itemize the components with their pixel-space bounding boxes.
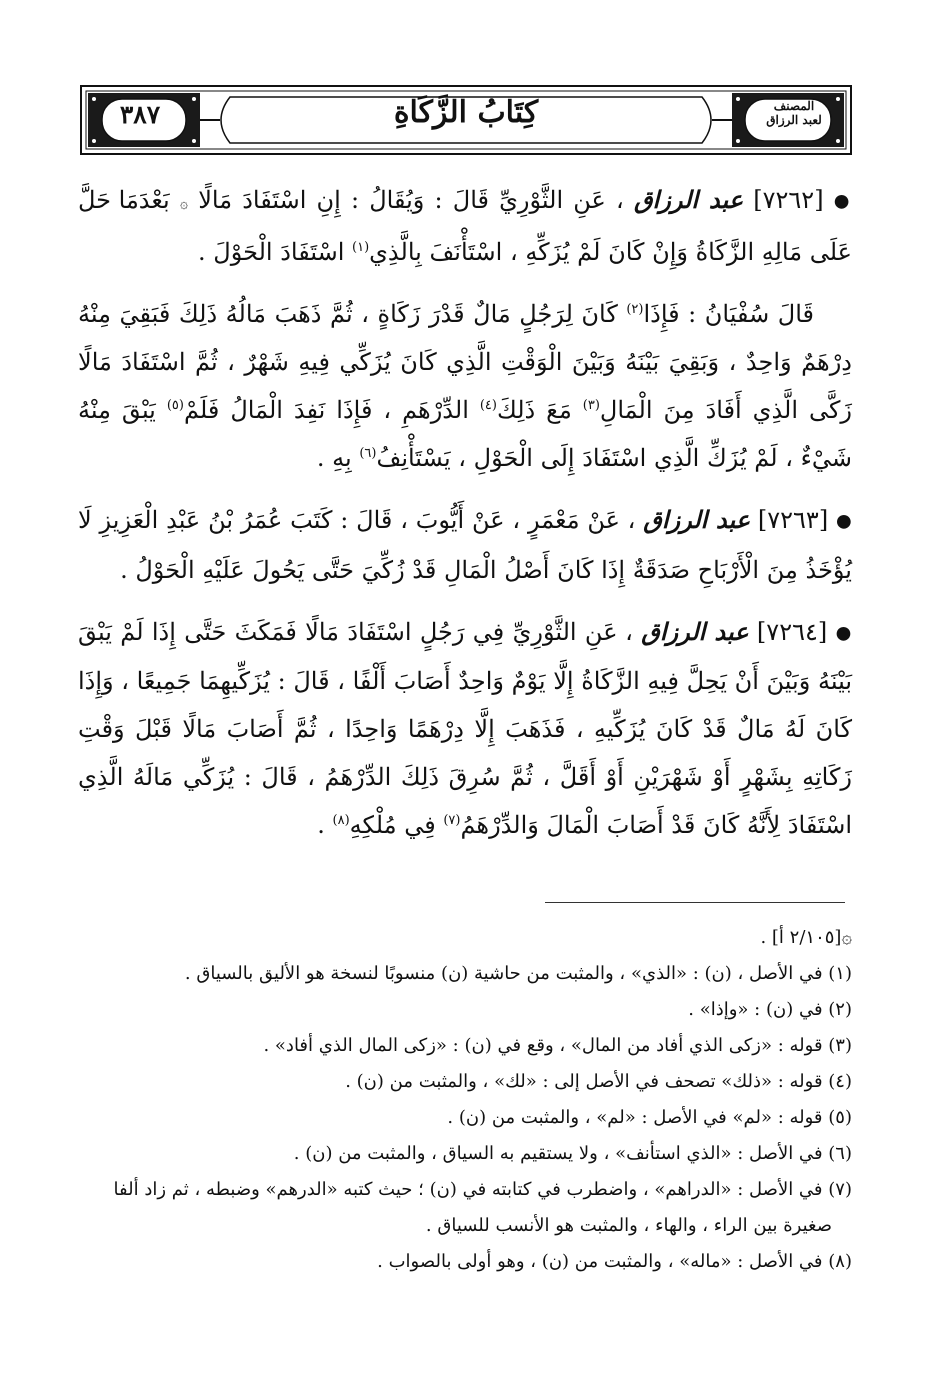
bullet-icon: ●	[836, 510, 852, 532]
text-span: فِي مُلْكِهِ	[349, 811, 436, 839]
author-name: عبد الرزاق	[643, 505, 751, 534]
page-header	[80, 85, 852, 155]
page-number: ٣٨٧	[119, 100, 161, 129]
text-span: كَانَ لِرَجُلٍ مَالٌ قَدْرَ زَكَاةٍ ، ثُمَّ ذَهَبَ مَالُهُ ذَلِكَ فَبَقِيَ مِنْهُ دِرْهَمٌ وَاحِدٌ ، وَبَقِيَ بَيْنَهُ وَبَيْنَ الْوَقْتِ الَّذِي كَانَ يُزَكِّي فِيهِ شَهْرٌ ، ثُمَّ اسْتَفَادَ مَالًا زَكَّى الَّذِي أَفَادَ مِنَ الْمَالِ	[78, 300, 853, 424]
footnote-5: (٥) قوله : «لم» في الأصل : «لم» ، والمثبت من (ن) .	[447, 1107, 852, 1128]
text-span: ، عَنِ الثَّوْرِيِّ فِي رَجُلٍ اسْتَفَادَ مَالًا فَمَكَثَ حَتَّى إِذَا لَمْ يَبْقَ بَيْنَهُ وَبَيْنَ أَنْ يَحِلَّ فِيهِ الزَّكَاةُ إِلَّا يَوْمٌ وَاحِدٌ أَصَابَ أَلْفًا ، قَالَ : يُزَكِّيهِمَا جَمِيعًا ، وَإِذَا كَانَ لَهُ مَالٌ قَدْ كَانَ يُزَكِّيهِ ، فَذَهَبَ إِلَّا دِرْهَمًا وَاحِدًا ، ثُمَّ أَصَابَ مَالًا قَبْلَ وَقْتِ زَكَاتِهِ بِشَهْرٍ أَوْ شَهْرَيْنِ أَوْ أَقَلَّ ، ثُمَّ سُرِقَ ذَلِكَ الدِّرْهَمُ ، قَالَ : يُزَكِّي مَالَهُ الَّذِي اسْتَفَادَ لِأَنَّهُ كَانَ قَدْ أَصَابَ الْمَالَ وَالدِّرْهَمُ	[78, 617, 852, 839]
footnote-6: (٦) في الأصل : «الذي استأنف» ، ولا يستقيم به السياق ، والمثبت من (ن) .	[293, 1143, 852, 1164]
footnotes	[78, 920, 852, 1280]
main-text	[78, 176, 852, 863]
text-span: ، عَنِ الثَّوْرِيِّ قَالَ : وَيُقَالُ : إِنِ اسْتَفَادَ مَالًا	[198, 186, 624, 214]
chapter-title: كِتَابُ الزَّكَاةِ	[393, 95, 539, 130]
author-name: عبد الرزاق	[641, 616, 749, 646]
footnote-3: (٣) قوله : «زكى الذي أفاد من المال» ، وقع في (ن) : «زكى المال الذي أفاد» .	[263, 1035, 852, 1056]
footnote-8: (٨) في الأصل : «ماله» ، والمثبت من (ن) ، وهو أولى بالصواب .	[377, 1251, 852, 1272]
emblem-line: المصنف	[773, 99, 815, 113]
hadith-number: [٧٢٦٣]	[757, 506, 829, 534]
text-span: اسْتَفَادَ الْحَوْلَ .	[198, 238, 345, 266]
folio-marker-icon: ۞	[179, 196, 189, 212]
text-span: يَبْقَ مِنْهُ شَيْءٌ ، لَمْ يُزَكِّ الَّذِي اسْتَفَادَ إِلَى الْحَوْلِ ، يَسْتَأْنِفُ	[78, 396, 852, 472]
footnote-ref[interactable]: (١)	[352, 240, 370, 255]
footnote-ref[interactable]: (٦)	[359, 446, 377, 461]
footnote-ref[interactable]: (٢)	[626, 302, 644, 317]
text-span: بَعْدَمَا حَلَّ عَلَى مَالِهِ الزَّكَاةُ وَإِنْ كَانَ لَمْ يُزَكِّهِ ، اسْتَأْنَفَ بِالَّذِي	[78, 186, 852, 266]
footnote-7-continued: صغيرة بين الراء ، والهاء ، والمثبت هو الأنسب للسياق .	[425, 1215, 832, 1236]
footnote-ref[interactable]: (٨)	[332, 813, 350, 828]
hadith-7262	[78, 176, 852, 276]
text-span: .	[317, 811, 325, 839]
footnote-7: (٧) في الأصل : «الدراهم» ، واضطرب في كتابته في (ن) ؛ حيث كتبه «الدرهم» وضبطه ، ثم زاد ألفا	[113, 1179, 852, 1200]
sufyan-comment	[78, 290, 852, 482]
text-span: قَالَ سُفْيَانُ : فَإِذَا	[643, 300, 814, 328]
author-name: عبد الرزاق	[633, 185, 744, 214]
hadith-number: [٧٢٦٤]	[756, 617, 828, 646]
emblem-line: لعبد الرزاق	[766, 113, 822, 127]
text-span: ، عَنْ مَعْمَرٍ ، عَنْ أَيُّوبَ ، قَالَ : كَتَبَ عُمَرُ بْنُ عَبْدِ الْعَزِيزِ لَا يُؤْخَذُ مِنَ الْأَرْبَاحِ صَدَقَةٌ إِذَا كَانَ أَصْلُ الْمَالِ قَدْ زُكِّيَ حَتَّى يَحُولَ عَلَيْهِ الْحَوْلُ .	[78, 506, 852, 584]
bullet-icon: ●	[835, 622, 852, 643]
folio-note: ۞[٢/١٠٥ أ] .	[760, 927, 852, 948]
footnote-2: (٢) في (ن) : «وإذا» .	[688, 999, 852, 1020]
footnote-1: (١) في الأصل ، (ن) : «الذي» ، والمثبت من حاشية (ن) منسوبًا لنسخة هو الأليق بالسياق .	[184, 963, 852, 984]
footnote-ref[interactable]: (٤)	[479, 398, 497, 413]
text-span: مَعَ ذَلِكَ	[496, 396, 572, 424]
footnote-ref[interactable]: (٣)	[582, 398, 600, 413]
footnote-4: (٤) قوله : «ذلك» تصحف في الأصل إلى : «لك» ، والمثبت من (ن) .	[345, 1071, 852, 1092]
footnote-ref[interactable]: (٥)	[166, 398, 184, 413]
footnote-ref[interactable]: (٧)	[443, 813, 461, 828]
hadith-7263	[78, 496, 852, 594]
book-emblem	[746, 99, 842, 141]
bullet-icon: ●	[833, 190, 852, 212]
hadith-number: [٧٢٦٢]	[753, 186, 824, 214]
text-span: الدِّرْهَمِ ، فَإِذَا نَفِدَ الْمَالُ فَلَمْ	[183, 396, 469, 424]
hadith-7264	[78, 608, 852, 850]
footnote-divider	[545, 902, 845, 903]
text-span: بِهِ .	[316, 444, 352, 472]
